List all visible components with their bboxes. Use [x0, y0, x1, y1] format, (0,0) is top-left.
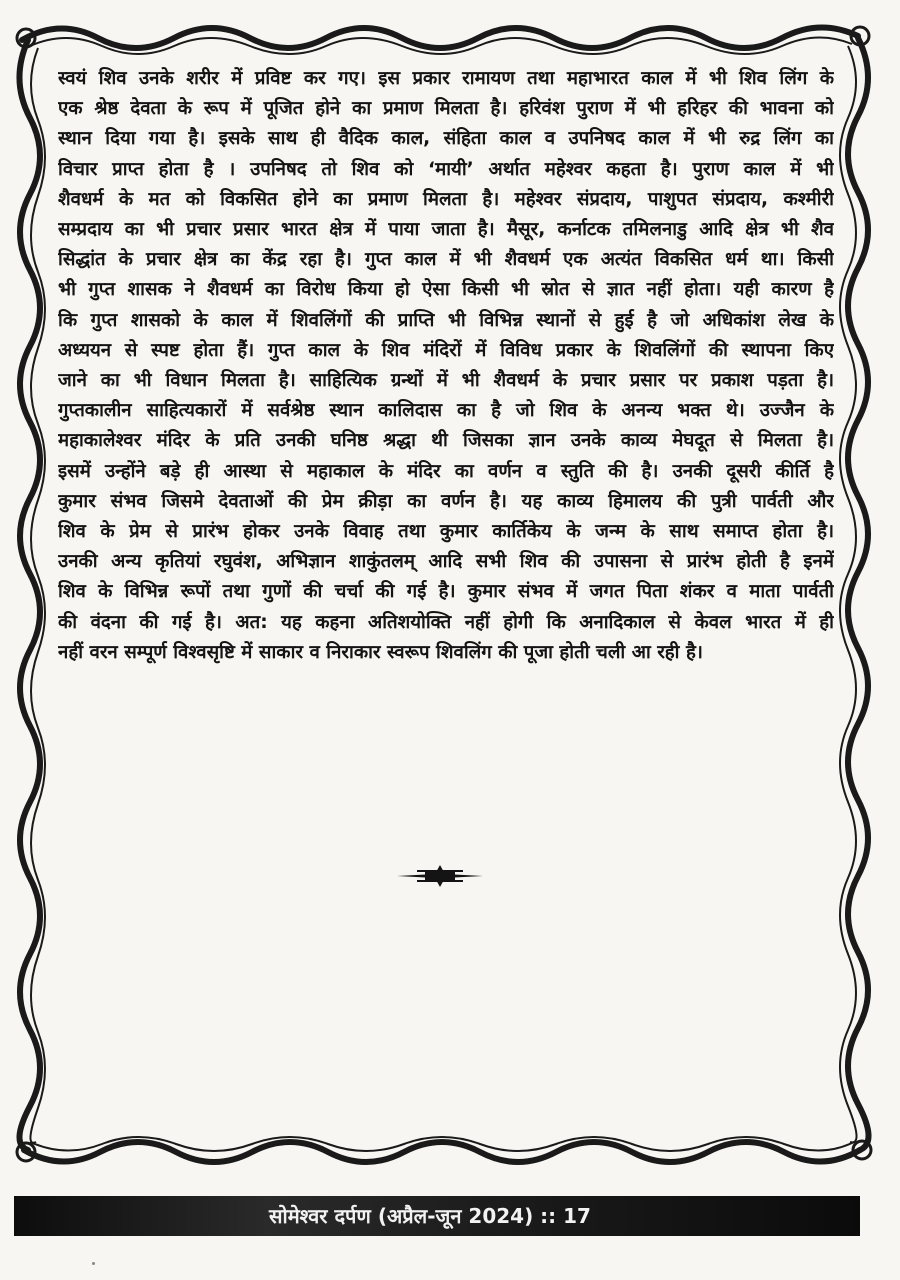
text-line: गुप्तकालीन साहित्यकारों में सर्वश्रेष्ठ स्थान कालिदास का है जो शिव के अनन्य भक्त थे। उज्जैन के [58, 400, 834, 422]
body-text [58, 64, 834, 668]
text-line: अध्ययन से स्पष्ट होता हैं। गुप्त काल के शिव मंदिरों में विविध प्रकार के शिवलिंगों की स्थापना किए [58, 339, 834, 361]
text-line: भी गुप्त शासक ने शैवधर्म का विरोध किया हो ऐसा किसी भी स्रोत से ज्ञात नहीं होता। यही कारण है [58, 279, 834, 301]
text-line: स्थान दिया गया है। इसके साथ ही वैदिक काल, संहिता काल व उपनिषद काल में भी रुद्र लिंग का [58, 128, 834, 150]
text-line: इसमें उन्होंने बड़े ही आस्था से महाकाल के मंदिर का वर्णन व स्तुति की है। उनकी दूसरी कीर्ति है [58, 460, 834, 482]
text-line: विचार प्राप्त होता है । उपनिषद तो शिव को ‘मायी’ अर्थात महेश्वर कहता है। पुराण काल में भी [58, 158, 834, 180]
text-line: स्वयं शिव उनके शरीर में प्रविष्ट कर गए। इस प्रकार रामायण तथा महाभारत काल में भी शिव लिंग के [58, 68, 834, 89]
text-line: उनकी अन्य कृतियां रघुवंश, अभिज्ञान शाकुंतलम् आदि सभी शिव की उपासना से प्रारंभ होती है इनमें [58, 551, 834, 573]
text-line: कि गुप्त शासको के काल में शिवलिंगों की प्राप्ति भी विभिन्न स्थानों से हुई है जो अधिकांश लेख के [58, 309, 834, 331]
text-line: शिव के विभिन्न रूपों तथा गुणों की चर्चा की गई है। कुमार संभव में जगत पिता शंकर व माता पार्वती [58, 581, 834, 603]
footer-title: सोमेश्वर दर्पण (अप्रैल-जून 2024) :: 17 [269, 1204, 591, 1228]
text-line: महाकालेश्वर मंदिर के प्रति उनकी घनिष्ठ श्रद्धा थी जिसका ज्ञान उनके काव्य मेघदूत से मिलता है। [58, 430, 834, 452]
text-line: शैवधर्म के मत को विकसित होने का प्रमाण मिलता है। महेश्वर संप्रदाय, पाशुपत संप्रदाय, कश्मीरी [58, 188, 834, 210]
speck [92, 1262, 95, 1265]
text-line: सम्प्रदाय का भी प्रचार प्रसार भारत क्षेत्र में पाया जाता है। मैसूर, कर्नाटक तमिलनाडु आदि क्षेत्र भी शैव [58, 219, 834, 241]
text-line: नहीं वरन सम्पूर्ण विश्वसृष्टि में साकार व निराकार स्वरूप शिवलिंग की पूजा होती चली आ रही है। [58, 641, 703, 663]
text-line: सिद्धांत के प्रचार क्षेत्र का केंद्र रहा है। गुप्त काल में भी शैवधर्म एक अत्यंत विकसित धर्म था। किसी [58, 249, 834, 271]
text-line: शिव के प्रेम से प्रारंभ होकर उनके विवाह तथा कुमार कार्तिकेय के जन्म के साथ समाप्त होता है। [58, 521, 834, 543]
ornament-divider-icon [395, 862, 485, 890]
text-line: कुमार संभव जिसमे देवताओं की प्रेम क्रीड़ा का वर्णन है। यह काव्य हिमालय की पुत्री पार्वती और [58, 490, 834, 512]
text-line: की वंदना की गई है। अत: यह कहना अतिशयोक्ति नहीं होगी कि अनादिकाल से केवल भारत में ही [58, 611, 834, 633]
text-line: जाने का भी विधान मिलता है। साहित्यिक ग्रन्थों में भी शैवधर्म के प्रचार प्रसार पर प्रकाश पड़ता है। [58, 370, 834, 392]
text-line: एक श्रेष्ठ देवता के रूप में पूजित होने का प्रमाण मिलता है। हरिवंश पुराण में भी हरिहर की भावना को [58, 98, 834, 120]
